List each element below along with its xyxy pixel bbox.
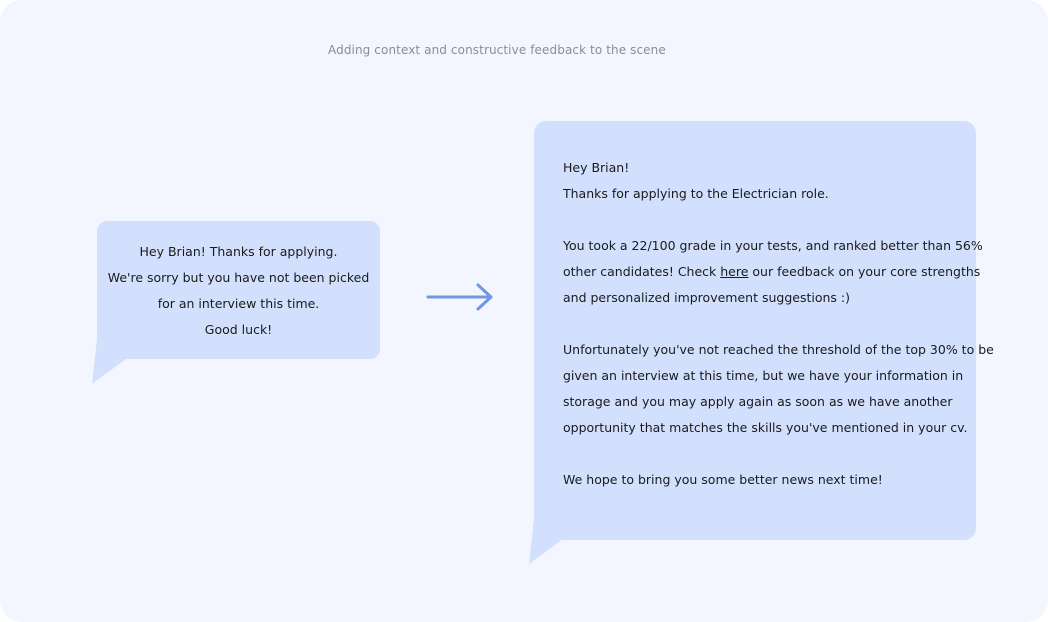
feedback-link[interactable]: here — [720, 264, 749, 279]
improved-message-line: storage and you may apply again as soon as we have another — [563, 394, 953, 409]
improved-message-text: other candidates! Check — [563, 264, 721, 279]
original-message-line: for an interview this time. — [157, 296, 320, 311]
original-message-bubble — [97, 221, 380, 359]
improved-message-line: given an interview at this time, but we have your information in — [563, 368, 964, 383]
slide-caption: Adding context and constructive feedback to the scene — [328, 43, 666, 57]
improved-message-text: our feedback on your core strengths — [748, 264, 981, 279]
improved-message-line — [563, 264, 980, 280]
original-message-line: Good luck! — [204, 322, 273, 337]
improved-message-closing: We hope to bring you some better news next time! — [563, 472, 883, 487]
improved-message-greeting: Hey Brian! — [563, 160, 630, 175]
right-arrow-icon — [426, 282, 498, 314]
improved-message-line: opportunity that matches the skills you've mentioned in your cv. — [563, 420, 968, 435]
original-message-line: We're sorry but you have not been picked — [107, 270, 370, 285]
improved-message-thanks: Thanks for applying to the Electrician role. — [563, 186, 829, 201]
improved-message-line: Unfortunately you've not reached the threshold of the top 30% to be — [563, 342, 994, 357]
improved-message-line: and personalized improvement suggestions :) — [563, 290, 850, 305]
improved-message-line: You took a 22/100 grade in your tests, and ranked better than 56% — [563, 238, 983, 253]
original-message-line: Hey Brian! Thanks for applying. — [139, 244, 338, 259]
improved-message-bubble — [534, 121, 994, 540]
